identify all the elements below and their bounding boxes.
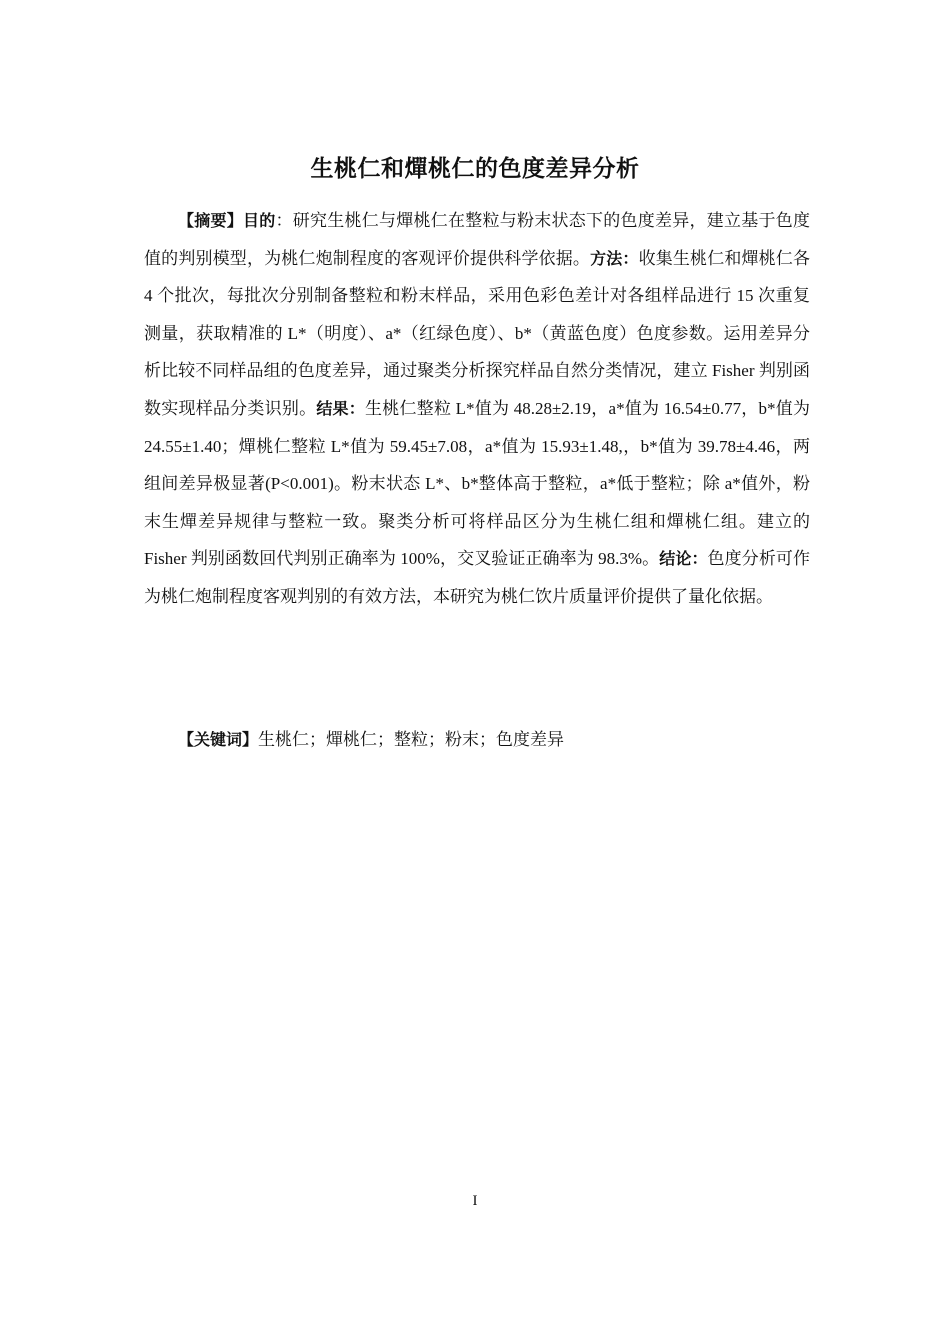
abstract-label: 【摘要】	[178, 211, 243, 230]
conclusion-label: 结论：	[659, 549, 708, 569]
methods-label: 方法：	[590, 248, 639, 268]
document-title: 生桃仁和燀桃仁的色度差异分析	[310, 156, 640, 182]
keywords-text: 生桃仁；燀桃仁；整粒；粉末；色度差异	[258, 730, 565, 749]
conclusion-text: 色度分析可作为桃仁炮制程度客观判别的有效方法，本研究为桃仁饮片质量评价提供了量化依据。	[144, 549, 810, 606]
keywords-paragraph	[144, 721, 810, 758]
objective-text: 研究生桃仁与燀桃仁在整粒与粉末状态下的色度差异，建立基于色度值的判别模型，为桃仁炮制程度的客观评价提供科学依据。	[144, 211, 810, 268]
page-number: I	[472, 1193, 478, 1209]
results-label: 结果：	[316, 398, 366, 418]
objective-label: 目的	[243, 211, 276, 230]
objective-colon: ：	[275, 211, 293, 230]
results-text: 生桃仁整粒 L*值为 48.28±2.19，a*值为 16.54±0.77，b*值为 24.55±1.40；燀桃仁整粒 L*值为 59.45±7.08，a*值为 15.93±1.48,，b*值为 39.78±4.46，两组间差异极显著(P<0.001)。粉末状态 L*、b*整体高于整粒，a*低于整粒；除 a*值外，粉末生燀差异规律与整粒一致。聚类分析可将样品区分为生桃仁组和燀桃仁组。建立的 Fisher 判别函数回代判别正确率为 100%，交叉验证正确率为 98.3%。	[144, 398, 811, 569]
keywords-label: 【关键词】	[178, 730, 259, 749]
abstract-paragraph	[144, 202, 810, 616]
methods-text: 收集生桃仁和燀桃仁各 4 个批次，每批次分别制备整粒和粉末样品，采用色彩色差计对各组样品进行 15 次重复测量，获取精准的 L*（明度）、a*（红绿色度）、b*（黄蓝色度）色度参数。运用差异分析比较不同样品组的色度差异，通过聚类分析探究样品自然分类情况，建立 Fisher 判别函数实现样品分类识别。	[144, 248, 810, 418]
